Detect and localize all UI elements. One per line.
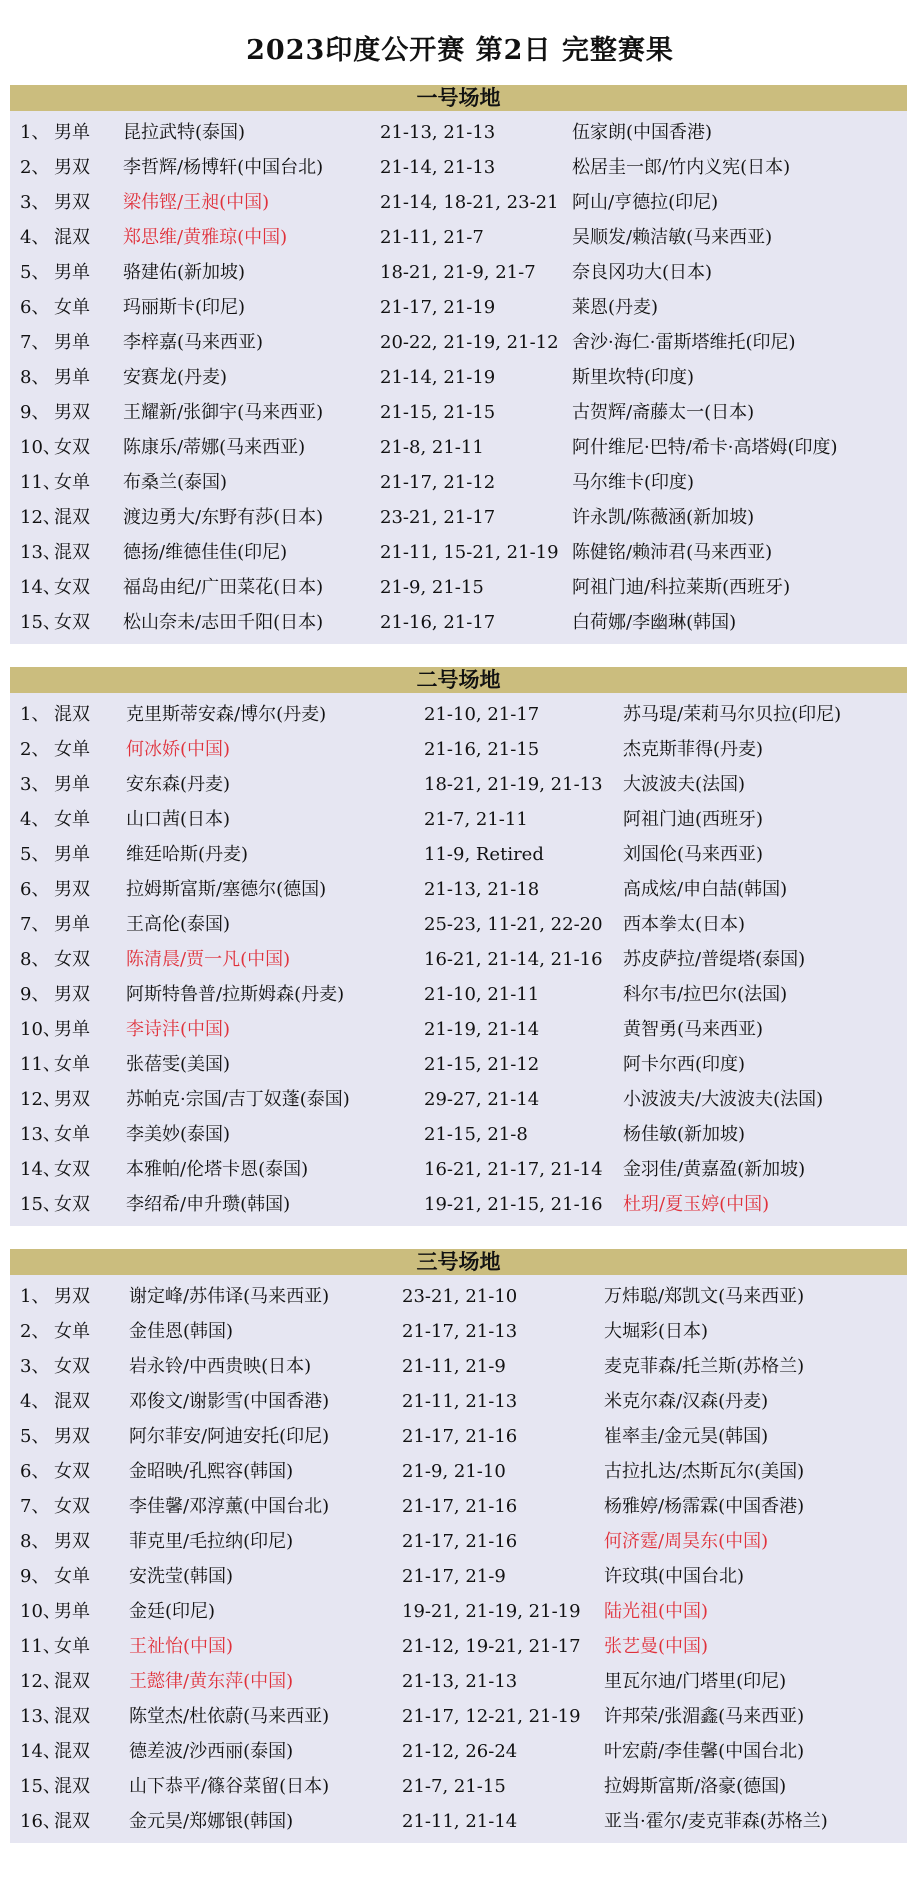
- event-type: 女双: [54, 437, 90, 458]
- match-score: 21-16, 21-17: [380, 612, 496, 633]
- event-type: 女单: [54, 297, 90, 318]
- match-number: 5、: [20, 1426, 50, 1447]
- match-row: [10, 430, 907, 465]
- player-2: 陈健铭/赖沛君(马来西亚): [572, 542, 773, 563]
- match-number: 9、: [20, 402, 50, 423]
- player-1: 陈清晨/贾一凡(中国): [126, 949, 291, 970]
- match-row: [10, 1629, 907, 1664]
- match-row: [10, 1804, 907, 1839]
- match-row: [10, 1384, 907, 1419]
- match-row: [10, 605, 907, 640]
- match-number: 8、: [20, 1531, 50, 1552]
- match-number: 3、: [20, 1356, 50, 1377]
- player-2: 黄智勇(马来西亚): [623, 1019, 764, 1040]
- player-2: 科尔韦/拉巴尔(法国): [623, 984, 788, 1005]
- match-score: 21-17, 21-16: [402, 1496, 518, 1517]
- match-row: [10, 1349, 907, 1384]
- player-1: 金元昊/郑娜银(韩国): [129, 1811, 294, 1832]
- match-number: 5、: [20, 844, 50, 865]
- player-1: 维廷哈斯(丹麦): [126, 844, 249, 865]
- event-type: 男双: [54, 984, 90, 1005]
- match-score: 16-21, 21-17, 21-14: [424, 1159, 603, 1180]
- match-score: 18-21, 21-19, 21-13: [424, 774, 603, 795]
- match-score: 21-17, 21-19: [380, 297, 496, 318]
- player-2: 舍沙·海仁·雷斯塔维托(印尼): [572, 332, 796, 353]
- match-number: 15、: [20, 612, 61, 633]
- player-1: 骆建佑(新加坡): [123, 262, 246, 283]
- match-score: 21-12, 19-21, 21-17: [402, 1636, 581, 1657]
- event-type: 混双: [54, 542, 90, 563]
- match-number: 6、: [20, 1461, 50, 1482]
- match-score: 21-17, 21-16: [402, 1531, 518, 1552]
- event-type: 混双: [54, 1671, 90, 1692]
- match-score: 21-11, 21-14: [402, 1811, 518, 1832]
- event-type: 混双: [54, 507, 90, 528]
- event-type: 混双: [54, 227, 90, 248]
- match-number: 11、: [20, 1636, 61, 1657]
- match-row: [10, 1489, 907, 1524]
- match-number: 15、: [20, 1776, 61, 1797]
- court-2-results: [10, 693, 907, 1226]
- player-1: 苏帕克·宗国/吉丁奴蓬(泰国): [126, 1089, 350, 1110]
- player-1: 李绍希/申升瓒(韩国): [126, 1194, 291, 1215]
- player-2: 米克尔森/汉森(丹麦): [604, 1391, 769, 1412]
- match-score: 21-10, 21-11: [424, 984, 540, 1005]
- event-type: 男单: [54, 1601, 90, 1622]
- event-type: 男双: [54, 1089, 90, 1110]
- player-1: 李美妙(泰国): [126, 1124, 231, 1145]
- player-2: 奈良冈功大(日本): [572, 262, 713, 283]
- player-2: 松居圭一郎/竹内义宪(日本): [572, 157, 791, 178]
- match-score: 21-16, 21-15: [424, 739, 540, 760]
- player-2: 古贺辉/斋藤太一(日本): [572, 402, 755, 423]
- event-type: 男双: [54, 1286, 90, 1307]
- event-type: 男单: [54, 262, 90, 283]
- match-row: [10, 290, 907, 325]
- match-row: [10, 1082, 907, 1117]
- event-type: 女双: [54, 1461, 90, 1482]
- match-row: [10, 465, 907, 500]
- event-type: 女双: [54, 1194, 90, 1215]
- match-number: 4、: [20, 1391, 50, 1412]
- match-number: 10、: [20, 1019, 61, 1040]
- player-1: 布桑兰(泰国): [123, 472, 228, 493]
- player-2: 苏皮萨拉/普缇塔(泰国): [623, 949, 806, 970]
- match-score: 21-12, 26-24: [402, 1741, 518, 1762]
- match-number: 16、: [20, 1811, 61, 1832]
- player-2: 阿卡尔西(印度): [623, 1054, 746, 1075]
- match-number: 1、: [20, 704, 50, 725]
- match-row: [10, 872, 907, 907]
- match-row: [10, 500, 907, 535]
- match-score: 21-13, 21-18: [424, 879, 540, 900]
- player-2: 拉姆斯富斯/洛豪(德国): [604, 1776, 787, 1797]
- match-score: 21-11, 21-9: [402, 1356, 506, 1377]
- player-2: 阿山/亨德拉(印尼): [572, 192, 719, 213]
- player-1: 梁伟铿/王昶(中国): [123, 192, 270, 213]
- match-number: 11、: [20, 472, 61, 493]
- event-type: 女单: [54, 739, 90, 760]
- match-number: 7、: [20, 1496, 50, 1517]
- player-2: 大波波夫(法国): [623, 774, 746, 795]
- court-3-section: [10, 1249, 907, 1843]
- match-score: 21-11, 21-7: [380, 227, 484, 248]
- player-2: 亚当·霍尔/麦克菲森(苏格兰): [604, 1811, 828, 1832]
- player-2: 高成炫/申白喆(韩国): [623, 879, 788, 900]
- match-number: 7、: [20, 332, 50, 353]
- match-score: 25-23, 11-21, 22-20: [424, 914, 603, 935]
- player-1: 菲克里/毛拉纳(印尼): [129, 1531, 294, 1552]
- player-1: 松山奈未/志田千阳(日本): [123, 612, 324, 633]
- event-type: 女双: [54, 612, 90, 633]
- player-2: 麦克菲森/托兰斯(苏格兰): [604, 1356, 805, 1377]
- player-1: 李诗沣(中国): [126, 1019, 231, 1040]
- match-score: 21-10, 21-17: [424, 704, 540, 725]
- match-row: [10, 150, 907, 185]
- match-score: 21-14, 21-13: [380, 157, 496, 178]
- match-number: 13、: [20, 1706, 61, 1727]
- match-score: 21-9, 21-10: [402, 1461, 506, 1482]
- match-score: 19-21, 21-15, 21-16: [424, 1194, 603, 1215]
- match-row: [10, 1699, 907, 1734]
- match-row: [10, 395, 907, 430]
- match-number: 1、: [20, 122, 50, 143]
- player-2: 刘国伦(马来西亚): [623, 844, 764, 865]
- player-2: 张艺曼(中国): [604, 1636, 709, 1657]
- match-number: 7、: [20, 914, 50, 935]
- event-type: 混双: [54, 1741, 90, 1762]
- match-row: [10, 1594, 907, 1629]
- player-1: 阿尔菲安/阿迪安托(印尼): [129, 1426, 330, 1447]
- player-1: 王懿律/黄东萍(中国): [129, 1671, 294, 1692]
- player-2: 白荷娜/李幽琳(韩国): [572, 612, 737, 633]
- player-1: 岩永铃/中西贵映(日本): [129, 1356, 312, 1377]
- court-1-results: [10, 111, 907, 644]
- match-score: 21-13, 21-13: [380, 122, 496, 143]
- player-2: 何济霆/周昊东(中国): [604, 1531, 769, 1552]
- event-type: 混双: [54, 1811, 90, 1832]
- match-score: 16-21, 21-14, 21-16: [424, 949, 603, 970]
- match-score: 23-21, 21-17: [380, 507, 496, 528]
- match-number: 14、: [20, 1741, 61, 1762]
- event-type: 女单: [54, 472, 90, 493]
- player-2: 莱恩(丹麦): [572, 297, 659, 318]
- match-number: 10、: [20, 1601, 61, 1622]
- event-type: 女双: [54, 577, 90, 598]
- event-type: 女双: [54, 1496, 90, 1517]
- match-number: 3、: [20, 192, 50, 213]
- court-3-results: [10, 1275, 907, 1843]
- match-row: [10, 1524, 907, 1559]
- match-score: 21-17, 21-16: [402, 1426, 518, 1447]
- event-type: 混双: [54, 1776, 90, 1797]
- player-2: 斯里坎特(印度): [572, 367, 695, 388]
- player-2: 杨佳敏(新加坡): [623, 1124, 746, 1145]
- match-number: 11、: [20, 1054, 61, 1075]
- event-type: 男双: [54, 192, 90, 213]
- player-1: 金廷(印尼): [129, 1601, 216, 1622]
- match-score: 21-11, 15-21, 21-19: [380, 542, 559, 563]
- match-score: 11-9, Retired: [424, 844, 544, 865]
- event-type: 男单: [54, 914, 90, 935]
- player-1: 王耀新/张御宇(马来西亚): [123, 402, 324, 423]
- player-2: 小波波夫/大波波夫(法国): [623, 1089, 824, 1110]
- event-type: 男双: [54, 1426, 90, 1447]
- match-number: 9、: [20, 984, 50, 1005]
- match-score: 21-17, 21-9: [402, 1566, 506, 1587]
- match-row: [10, 115, 907, 150]
- match-score: 21-17, 21-12: [380, 472, 496, 493]
- event-type: 男单: [54, 332, 90, 353]
- player-2: 古拉扎达/杰斯瓦尔(美国): [604, 1461, 805, 1482]
- player-1: 渡边勇大/东野有莎(日本): [123, 507, 324, 528]
- player-1: 山下恭平/篠谷菜留(日本): [129, 1776, 330, 1797]
- player-2: 里瓦尔迪/门塔里(印尼): [604, 1671, 787, 1692]
- player-1: 郑思维/黄雅琼(中国): [123, 227, 288, 248]
- match-number: 8、: [20, 949, 50, 970]
- match-number: 2、: [20, 1321, 50, 1342]
- player-1: 陈堂杰/杜依蔚(马来西亚): [129, 1706, 330, 1727]
- match-number: 4、: [20, 809, 50, 830]
- event-type: 男单: [54, 367, 90, 388]
- match-number: 10、: [20, 437, 61, 458]
- match-row: [10, 837, 907, 872]
- match-score: 21-13, 21-13: [402, 1671, 518, 1692]
- event-type: 女单: [54, 809, 90, 830]
- match-row: [10, 1047, 907, 1082]
- match-row: [10, 1769, 907, 1804]
- player-1: 德差波/沙西丽(泰国): [129, 1741, 294, 1762]
- match-number: 2、: [20, 157, 50, 178]
- player-1: 克里斯蒂安森/博尔(丹麦): [126, 704, 327, 725]
- match-row: [10, 802, 907, 837]
- event-type: 混双: [54, 1391, 90, 1412]
- event-type: 女单: [54, 1566, 90, 1587]
- player-1: 本雅帕/伦塔卡恩(泰国): [126, 1159, 309, 1180]
- player-1: 金昭映/孔熙容(韩国): [129, 1461, 294, 1482]
- event-type: 男单: [54, 844, 90, 865]
- player-1: 李梓嘉(马来西亚): [123, 332, 264, 353]
- player-1: 拉姆斯富斯/塞德尔(德国): [126, 879, 327, 900]
- player-1: 福岛由纪/广田菜花(日本): [123, 577, 324, 598]
- match-score: 21-17, 21-13: [402, 1321, 518, 1342]
- match-score: 21-7, 21-15: [402, 1776, 506, 1797]
- match-row: [10, 185, 907, 220]
- match-row: [10, 220, 907, 255]
- match-score: 21-15, 21-15: [380, 402, 496, 423]
- event-type: 混双: [54, 1706, 90, 1727]
- match-score: 21-15, 21-12: [424, 1054, 540, 1075]
- match-score: 21-15, 21-8: [424, 1124, 528, 1145]
- match-row: [10, 1117, 907, 1152]
- match-row: [10, 1419, 907, 1454]
- match-score: 18-21, 21-9, 21-7: [380, 262, 536, 283]
- player-1: 王祉怡(中国): [129, 1636, 234, 1657]
- player-1: 谢定峰/苏伟译(马来西亚): [129, 1286, 330, 1307]
- event-type: 女双: [54, 1159, 90, 1180]
- player-1: 安东森(丹麦): [126, 774, 231, 795]
- player-2: 杰克斯菲得(丹麦): [623, 739, 764, 760]
- match-row: [10, 1314, 907, 1349]
- match-number: 12、: [20, 507, 61, 528]
- event-type: 男双: [54, 157, 90, 178]
- match-score: 21-17, 12-21, 21-19: [402, 1706, 581, 1727]
- court-2-section: [10, 667, 907, 1226]
- player-2: 金羽佳/黄嘉盈(新加坡): [623, 1159, 806, 1180]
- match-number: 14、: [20, 1159, 61, 1180]
- player-2: 阿祖门迪(西班牙): [623, 809, 764, 830]
- match-row: [10, 535, 907, 570]
- match-row: [10, 325, 907, 360]
- player-2: 大堀彩(日本): [604, 1321, 709, 1342]
- player-1: 山口茜(日本): [126, 809, 231, 830]
- court-1-header: 一号场地: [10, 85, 907, 111]
- match-number: 12、: [20, 1089, 61, 1110]
- player-1: 王高伦(泰国): [126, 914, 231, 935]
- event-type: 女双: [54, 949, 90, 970]
- player-2: 杨雅婷/杨霈霖(中国香港): [604, 1496, 805, 1517]
- player-2: 崔率圭/金元昊(韩国): [604, 1426, 769, 1447]
- match-score: 21-11, 21-13: [402, 1391, 518, 1412]
- court-1-section: [10, 85, 907, 644]
- player-2: 许邦荣/张湄鑫(马来西亚): [604, 1706, 805, 1727]
- match-number: 8、: [20, 367, 50, 388]
- match-number: 5、: [20, 262, 50, 283]
- match-row: [10, 732, 907, 767]
- player-2: 伍家朗(中国香港): [572, 122, 713, 143]
- player-2: 西本拳太(日本): [623, 914, 746, 935]
- player-1: 张蓓雯(美国): [126, 1054, 231, 1075]
- match-score: 21-19, 21-14: [424, 1019, 540, 1040]
- match-number: 1、: [20, 1286, 50, 1307]
- player-1: 李哲辉/杨博轩(中国台北): [123, 157, 324, 178]
- match-row: [10, 942, 907, 977]
- player-2: 许玟琪(中国台北): [604, 1566, 745, 1587]
- event-type: 男双: [54, 402, 90, 423]
- player-2: 马尔维卡(印度): [572, 472, 695, 493]
- player-1: 德扬/维德佳佳(印尼): [123, 542, 288, 563]
- match-number: 12、: [20, 1671, 61, 1692]
- court-2-header: 二号场地: [10, 667, 907, 693]
- match-row: [10, 1559, 907, 1594]
- match-row: [10, 360, 907, 395]
- match-number: 13、: [20, 1124, 61, 1145]
- event-type: 女单: [54, 1054, 90, 1075]
- court-3-header: 三号场地: [10, 1249, 907, 1275]
- player-1: 何冰娇(中国): [126, 739, 231, 760]
- match-score: 19-21, 21-19, 21-19: [402, 1601, 581, 1622]
- event-type: 混双: [54, 704, 90, 725]
- player-1: 金佳恩(韩国): [129, 1321, 234, 1342]
- match-row: [10, 1279, 907, 1314]
- match-row: [10, 1664, 907, 1699]
- player-1: 玛丽斯卡(印尼): [123, 297, 246, 318]
- match-score: 23-21, 21-10: [402, 1286, 518, 1307]
- match-number: 13、: [20, 542, 61, 563]
- event-type: 男单: [54, 122, 90, 143]
- event-type: 女双: [54, 1356, 90, 1377]
- event-type: 男单: [54, 774, 90, 795]
- player-2: 许永凯/陈薇涵(新加坡): [572, 507, 755, 528]
- player-2: 吴顺发/赖洁敏(马来西亚): [572, 227, 773, 248]
- player-1: 安洗莹(韩国): [129, 1566, 234, 1587]
- player-1: 陈康乐/蒂娜(马来西亚): [123, 437, 306, 458]
- match-row: [10, 697, 907, 732]
- match-row: [10, 1012, 907, 1047]
- match-number: 6、: [20, 879, 50, 900]
- player-2: 杜玥/夏玉婷(中国): [623, 1194, 770, 1215]
- match-number: 4、: [20, 227, 50, 248]
- event-type: 男双: [54, 879, 90, 900]
- match-row: [10, 1734, 907, 1769]
- player-2: 叶宏蔚/李佳馨(中国台北): [604, 1741, 805, 1762]
- match-row: [10, 1152, 907, 1187]
- match-score: 29-27, 21-14: [424, 1089, 540, 1110]
- match-row: [10, 977, 907, 1012]
- match-score: 21-9, 21-15: [380, 577, 484, 598]
- event-type: 男双: [54, 1531, 90, 1552]
- player-2: 万炜聪/郑凯文(马来西亚): [604, 1286, 805, 1307]
- player-1: 阿斯特鲁普/拉斯姆森(丹麦): [126, 984, 345, 1005]
- match-row: [10, 570, 907, 605]
- match-number: 9、: [20, 1566, 50, 1587]
- event-type: 女单: [54, 1636, 90, 1657]
- match-row: [10, 767, 907, 802]
- match-number: 3、: [20, 774, 50, 795]
- match-score: 21-14, 21-19: [380, 367, 496, 388]
- match-score: 21-8, 21-11: [380, 437, 484, 458]
- page-title: 2023印度公开赛 第2日 完整赛果: [246, 35, 674, 66]
- player-2: 苏马瑅/茉莉马尔贝拉(印尼): [623, 704, 842, 725]
- match-row: [10, 255, 907, 290]
- player-2: 阿祖门迪/科拉莱斯(西班牙): [572, 577, 791, 598]
- player-1: 邓俊文/谢影雪(中国香港): [129, 1391, 330, 1412]
- match-row: [10, 1187, 907, 1222]
- player-2: 陆光祖(中国): [604, 1601, 709, 1622]
- match-score: 21-7, 21-11: [424, 809, 528, 830]
- match-number: 2、: [20, 739, 50, 760]
- match-number: 6、: [20, 297, 50, 318]
- match-score: 21-14, 18-21, 23-21: [380, 192, 559, 213]
- player-1: 安赛龙(丹麦): [123, 367, 228, 388]
- match-row: [10, 907, 907, 942]
- event-type: 女单: [54, 1124, 90, 1145]
- match-score: 20-22, 21-19, 21-12: [380, 332, 559, 353]
- match-row: [10, 1454, 907, 1489]
- event-type: 女单: [54, 1321, 90, 1342]
- event-type: 男单: [54, 1019, 90, 1040]
- player-1: 昆拉武特(泰国): [123, 122, 246, 143]
- player-1: 李佳馨/邓淳薰(中国台北): [129, 1496, 330, 1517]
- match-number: 14、: [20, 577, 61, 598]
- match-number: 15、: [20, 1194, 61, 1215]
- player-2: 阿什维尼·巴特/希卡·高塔姆(印度): [572, 437, 838, 458]
